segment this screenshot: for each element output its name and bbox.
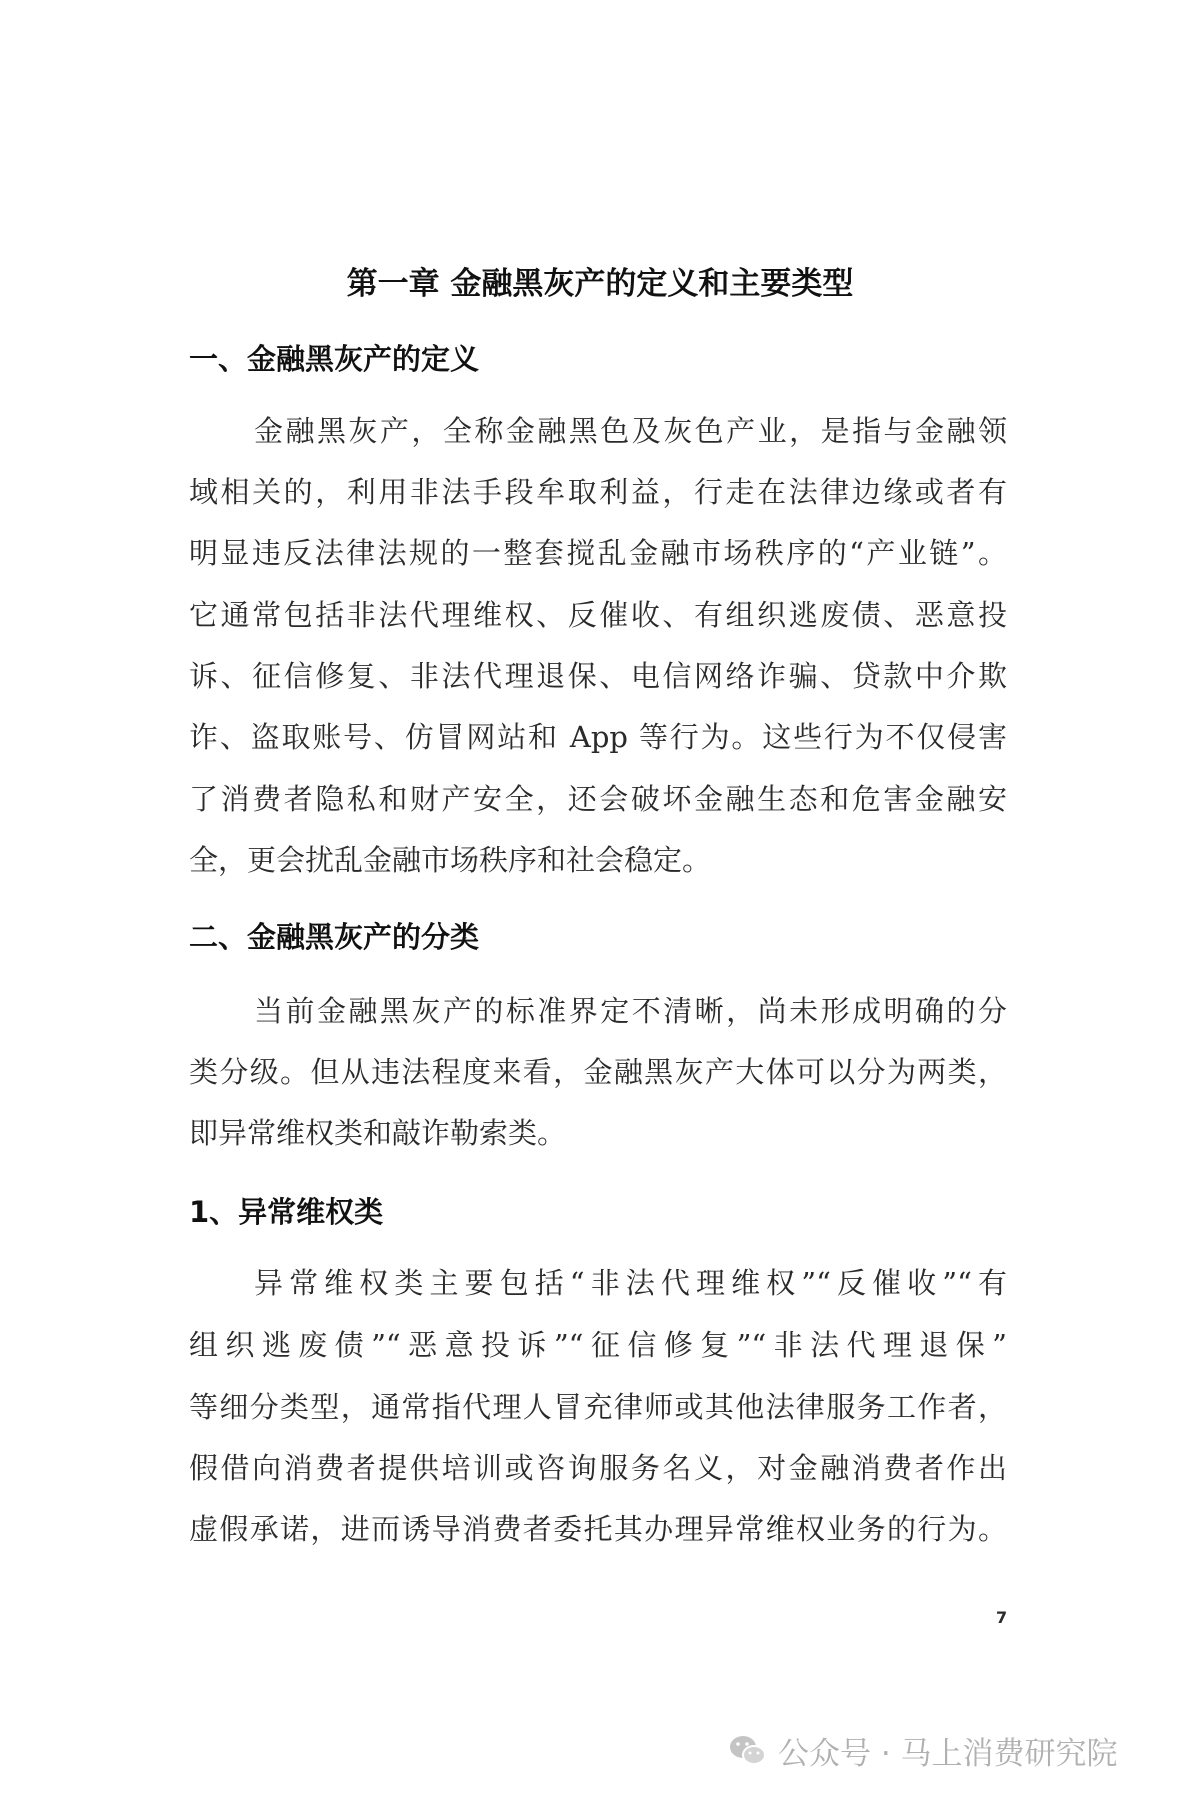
chapter-title: 第一章 金融黑灰产的定义和主要类型 [346,266,854,302]
watermark-text: 公众号 · 马上消费研究院 [778,1736,1118,1772]
paragraph-line: 虚假承诺，进而诱导消费者委托其办理异常维权业务的行为。 [189,1512,1007,1546]
wechat-icon [728,1733,768,1769]
paragraph-line: 金融黑灰产，全称金融黑色及灰色产业，是指与金融领 [254,414,1007,448]
page-number: 7 [996,1608,1008,1627]
paragraph-line: 组织逃废债”“恶意投诉”“征信修复”“非法代理退保” [189,1328,1007,1362]
watermark [728,1728,1118,1773]
paragraph-line: 假借向消费者提供培训或咨询服务名义，对金融消费者作出 [189,1451,1007,1485]
paragraph-line: 域相关的，利用非法手段牟取利益，行走在法律边缘或者有 [189,475,1007,509]
subsection-heading: 1、异常维权类 [189,1195,384,1229]
section-heading-classification: 二、金融黑灰产的分类 [189,920,480,954]
paragraph-line: 诈、盗取账号、仿冒网站和 App 等行为。这些行为不仅侵害 [189,720,1007,754]
paragraph-line: 它通常包括非法代理维权、反催收、有组织逃废债、恶意投 [189,598,1007,632]
paragraph-line: 了消费者隐私和财产安全，还会破坏金融生态和危害金融安 [189,782,1007,816]
section-heading-definition: 一、金融黑灰产的定义 [189,342,480,376]
paragraph-line: 等细分类型，通常指代理人冒充律师或其他法律服务工作者， [189,1390,1007,1424]
paragraph-line: 诉、征信修复、非法代理退保、电信网络诈骗、贷款中介欺 [189,659,1007,693]
paragraph-line: 明显违反法律法规的一整套搅乱金融市场秩序的“产业链”。 [189,536,1007,570]
paragraph-line: 当前金融黑灰产的标准界定不清晰，尚未形成明确的分 [254,994,1007,1028]
paragraph-line: 类分级。但从违法程度来看，金融黑灰产大体可以分为两类， [189,1055,1007,1089]
paragraph-line: 全，更会扰乱金融市场秩序和社会稳定。 [189,843,712,877]
paragraph-line: 异常维权类主要包括“非法代理维权”“反催收”“有 [254,1266,1007,1300]
paragraph-line: 即异常维权类和敲诈勒索类。 [189,1116,567,1150]
